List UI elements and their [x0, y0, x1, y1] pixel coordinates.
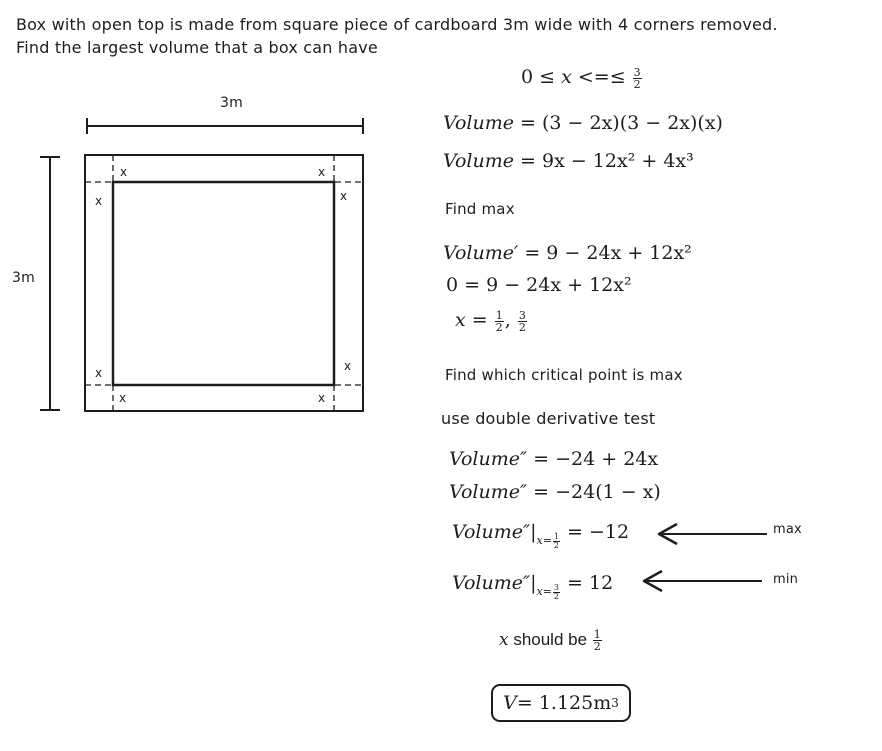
cardboard-diagram [0, 0, 440, 440]
corner-mark: x [95, 194, 103, 208]
eval-at-half: $Volume''|_{x= \frac{1}{2}}$ = −12 [452, 521, 630, 550]
second-derivative: Volume″ = −24 + 24x [449, 448, 659, 470]
volume-definition: Volume = (3 − 2x)(3 − 2x)(x) [443, 112, 723, 134]
problem-line-1: Box with open top is made from square piece of cardboard 3m wide with 4 corners removed. [16, 15, 778, 34]
top-dimension-label: 3m [220, 95, 243, 111]
max-tag: max [773, 522, 802, 537]
corner-mark: x [119, 391, 127, 405]
final-answer-box: V = 1.125m 3 [491, 684, 631, 722]
problem-line-2: Find the largest volume that a box can have [16, 38, 378, 57]
find-max-heading: Find max [445, 200, 515, 218]
corner-mark: x [344, 359, 352, 373]
outer-square [85, 155, 363, 411]
critical-roots: x = $\frac{1}{2}$ , $\frac{3}{2}$ [455, 308, 526, 334]
side-dimension [40, 157, 60, 410]
zero-equation: 0 = 9 − 24x + 12x² [446, 274, 632, 296]
min-tag: min [773, 572, 799, 587]
corner-mark: x [318, 165, 326, 179]
cut-lines [85, 155, 363, 411]
volume-expanded: Volume = 9x − 12x² + 4x³ [443, 150, 694, 172]
arrow-left-icon [655, 522, 770, 546]
conclusion: x should be $\frac{1}{2}$ [499, 628, 601, 653]
side-dimension-label: 3m [12, 270, 35, 286]
first-derivative: Volume′ = 9 − 24x + 12x² [443, 242, 692, 264]
corner-mark: x [318, 391, 326, 405]
eval-at-three-halves: $Volume''|_{x= \frac{3}{2}}$ = 12 [452, 572, 614, 601]
second-derivative-factored: Volume″ = −24(1 − x) [449, 481, 661, 503]
corner-mark: x [340, 189, 348, 203]
corner-mark: x [95, 366, 103, 380]
critical-point-heading: Find which critical point is max [445, 366, 683, 384]
corner-mark: x [120, 165, 128, 179]
inner-square [113, 182, 334, 385]
arrow-left-icon [640, 569, 765, 593]
domain-inequality: 0 ≤ x <=≤ $\frac{3}{2}$ [521, 65, 641, 91]
test-heading: use double derivative test [441, 409, 656, 428]
top-dimension [87, 118, 363, 134]
